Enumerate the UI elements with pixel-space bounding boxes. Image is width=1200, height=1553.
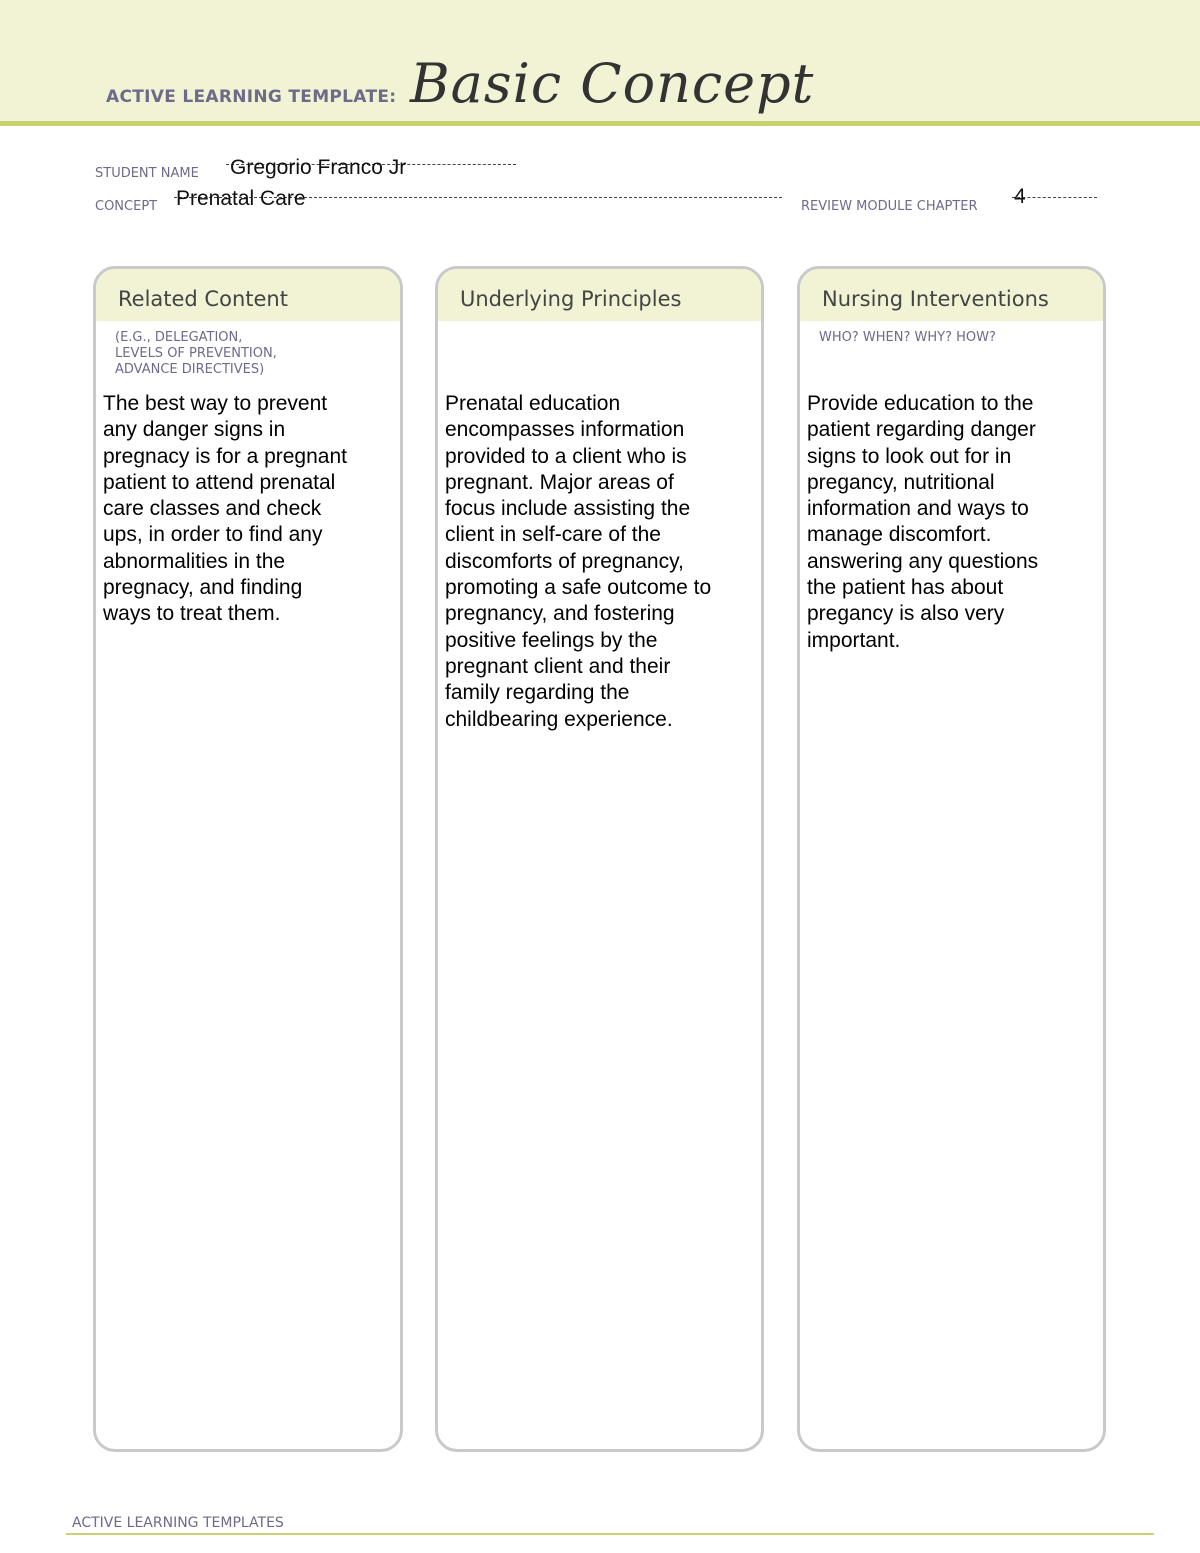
body-line: the patient has about	[807, 576, 1004, 600]
body-line: patient regarding danger	[807, 418, 1036, 442]
body-line: important.	[807, 628, 901, 652]
panel-body-text[interactable]	[103, 391, 347, 628]
chapter-value[interactable]: 4	[1014, 185, 1026, 208]
body-line: client in self-care of the	[445, 523, 661, 547]
body-line: abnormalities in the	[103, 549, 286, 573]
body-line: manage discomfort.	[807, 523, 992, 547]
header-divider	[0, 121, 1200, 126]
body-line: provided to a client who is	[445, 444, 687, 468]
concept-value[interactable]: Prenatal Care	[176, 187, 306, 210]
body-line: signs to look out for in	[807, 444, 1012, 468]
panel-title: Underlying Principles	[460, 287, 682, 311]
template-title: Basic Concept	[410, 52, 815, 115]
footer-label: ACTIVE LEARNING TEMPLATES	[72, 1515, 284, 1531]
footer-divider	[66, 1533, 1154, 1535]
body-line: pregnant. Major areas of	[445, 470, 674, 494]
panel-title: Nursing Interventions	[822, 287, 1049, 311]
body-line: pregancy, nutritional	[807, 470, 995, 494]
body-line: childbearing experience.	[445, 707, 673, 731]
body-line: ups, in order to find any	[103, 523, 323, 547]
subtitle-line: WHO? WHEN? WHY? HOW?	[819, 330, 996, 345]
subtitle-line: ADVANCE DIRECTIVES)	[115, 362, 265, 377]
body-line: pregnancy, and fostering	[445, 602, 675, 626]
nursing-interventions-panel	[797, 266, 1106, 1452]
underlying-principles-panel	[435, 266, 764, 1452]
body-line: ways to treat them.	[103, 602, 281, 626]
student-name-label: STUDENT NAME	[95, 166, 199, 181]
panel-subtitle	[819, 330, 996, 346]
body-line: pregancy is also very	[807, 602, 1005, 626]
subtitle-line: LEVELS OF PREVENTION,	[115, 346, 277, 361]
body-line: positive feelings by the	[445, 628, 658, 652]
body-line: encompasses information	[445, 418, 685, 442]
body-line: focus include assisting the	[445, 497, 691, 521]
body-line: discomforts of pregnancy,	[445, 549, 684, 573]
template-label: ACTIVE LEARNING TEMPLATE:	[106, 87, 397, 107]
body-line: pregnant client and their	[445, 654, 671, 678]
body-line: information and ways to	[807, 497, 1029, 521]
body-line: answering any questions	[807, 549, 1039, 573]
body-line: any danger signs in	[103, 418, 286, 442]
body-line: The best way to prevent	[103, 392, 328, 415]
body-line: care classes and check	[103, 497, 322, 521]
panel-body-text[interactable]	[445, 391, 711, 733]
panel-subtitle	[115, 330, 277, 378]
chapter-label: REVIEW MODULE CHAPTER	[801, 199, 978, 214]
panel-body-text[interactable]	[807, 391, 1038, 654]
body-line: patient to attend prenatal	[103, 470, 336, 494]
concept-label: CONCEPT	[95, 199, 158, 214]
related-content-panel	[93, 266, 403, 1452]
panel-title: Related Content	[118, 287, 288, 311]
body-line: pregnacy, and finding	[103, 576, 303, 600]
subtitle-line: (E.G., DELEGATION,	[115, 330, 243, 345]
body-line: Provide education to the	[807, 392, 1034, 415]
body-line: family regarding the	[445, 681, 630, 705]
body-line: promoting a safe outcome to	[445, 576, 712, 600]
body-line: pregnacy is for a pregnant	[103, 444, 347, 468]
body-line: Prenatal education	[445, 392, 621, 415]
student-name-value[interactable]: Gregorio Franco Jr	[230, 156, 407, 179]
